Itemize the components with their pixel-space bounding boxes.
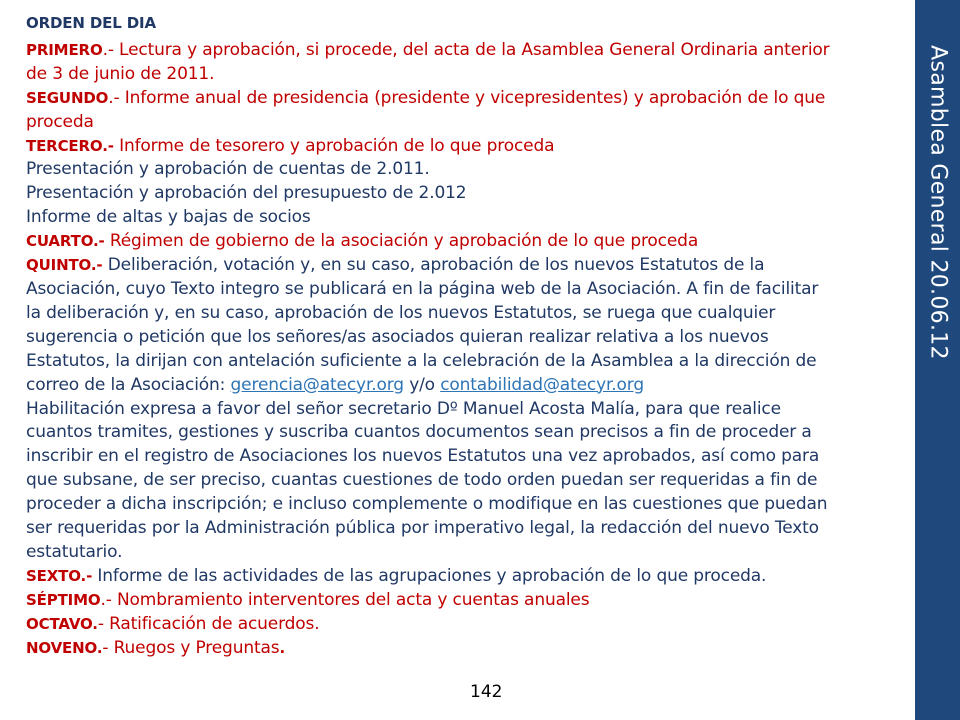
- item-segundo: [26, 87, 888, 111]
- quinto-email-intro: correo de la Asociación:: [26, 374, 231, 395]
- habilitacion-line-3: inscribir en el registro de Asociaciones los nuevos Estatutos una vez aprobados, así como para: [26, 446, 820, 467]
- quinto-text-line-3: la deliberación y, en su caso, aprobación de los nuevos Estatutos, se ruega que cualquier: [26, 302, 776, 323]
- email-contabilidad-link[interactable]: contabilidad@atecyr.org: [440, 374, 644, 395]
- septimo-label: SÉPTIMO: [26, 590, 101, 609]
- cuarto-text: Régimen de gobierno de la asociación y aprobación de lo que proceda: [104, 231, 699, 252]
- item-quinto: [26, 254, 888, 278]
- item-noveno: [26, 637, 888, 661]
- primero-text-cont: de 3 de junio de 2011.: [26, 63, 215, 84]
- noveno-text: - Ruegos y Preguntas: [102, 637, 280, 658]
- habilitacion-line-1: Habilitación expresa a favor del señor secretario Dº Manuel Acosta Malía, para que realice: [26, 398, 781, 419]
- sidebar-title: Asamblea General 20.06.12: [925, 45, 950, 360]
- octavo-label: OCTAVO.: [26, 614, 98, 633]
- habilitacion-line-4: que subsane, de ser preciso, cuantas cuestiones de todo orden puedan ser requeridas a fin de: [26, 470, 818, 491]
- quinto-text-line-4: sugerencia o petición que los señores/as asociados quieran realizar relativa a los nuevos: [26, 326, 769, 347]
- item-tercero: [26, 135, 888, 159]
- habilitacion-line-5: proceder a dicha inscripción; e incluso complemente o modifique en las cuestiones que puedan: [26, 494, 828, 515]
- item-cuarto: [26, 230, 888, 254]
- segundo-text: .- Informe anual de presidencia (presidente y vicepresidentes) y aprobación de lo que: [108, 87, 826, 108]
- item-sexto: [26, 565, 888, 589]
- email-separator: y/o: [403, 374, 441, 395]
- sexto-text: Informe de las actividades de las agrupaciones y aprobación de lo que proceda.: [92, 565, 767, 586]
- agenda-heading: ORDEN DEL DIA: [26, 14, 156, 32]
- habilitacion-line-2: cuantos tramites, gestiones y suscriba cuantos documentos sean precisos a fin de proceder a: [26, 422, 812, 443]
- noveno-label: NOVENO.: [26, 638, 103, 657]
- primero-label: PRIMERO: [26, 40, 103, 59]
- item-primero: [26, 39, 888, 63]
- tercero-label: TERCERO.-: [26, 136, 114, 155]
- quinto-text-line-5: Estatutos, la dirijan con antelación suficiente a la celebración de la Asamblea a la dirección de: [26, 350, 817, 371]
- page-number: 142: [470, 682, 503, 702]
- quinto-text-line-2: Asociación, cuyo Texto integro se publicará en la página web de la Asociación. A fin de facilitar: [26, 278, 819, 299]
- primero-text: .- Lectura y aprobación, si procede, del acta de la Asamblea General Ordinaria anterior: [102, 39, 830, 60]
- quinto-text-line-6: [26, 374, 888, 398]
- septimo-text: .- Nombramiento interventores del acta y cuentas anuales: [100, 589, 590, 610]
- tercero-subitem-altas: Informe de altas y bajas de socios: [26, 207, 311, 228]
- segundo-label: SEGUNDO: [26, 88, 109, 107]
- segundo-text-cont: proceda: [26, 111, 94, 132]
- cuarto-label: CUARTO.-: [26, 232, 105, 251]
- email-gerencia-link[interactable]: gerencia@atecyr.org: [230, 374, 404, 395]
- sidebar-band: [915, 0, 960, 720]
- tercero-subitem-presupuesto: Presentación y aprobación del presupuesto de 2.012: [26, 183, 467, 204]
- habilitacion-line-6: ser requeridas por la Administración pública por imperativo legal, la redacción del nuevo Texto: [26, 518, 819, 539]
- item-octavo: [26, 613, 888, 637]
- quinto-text: Deliberación, votación y, en su caso, aprobación de los nuevos Estatutos de la: [102, 255, 765, 276]
- noveno-end: .: [279, 638, 285, 657]
- item-septimo: [26, 589, 888, 613]
- sexto-label: SEXTO.-: [26, 566, 93, 585]
- tercero-subitem-cuentas: Presentación y aprobación de cuentas de 2.011.: [26, 159, 430, 180]
- quinto-label: QUINTO.-: [26, 256, 103, 275]
- agenda-body: [26, 12, 888, 660]
- habilitacion-line-7: estatutario.: [26, 541, 123, 562]
- octavo-text: - Ratificación de acuerdos.: [97, 613, 320, 634]
- tercero-text: Informe de tesorero y aprobación de lo que proceda: [113, 135, 555, 156]
